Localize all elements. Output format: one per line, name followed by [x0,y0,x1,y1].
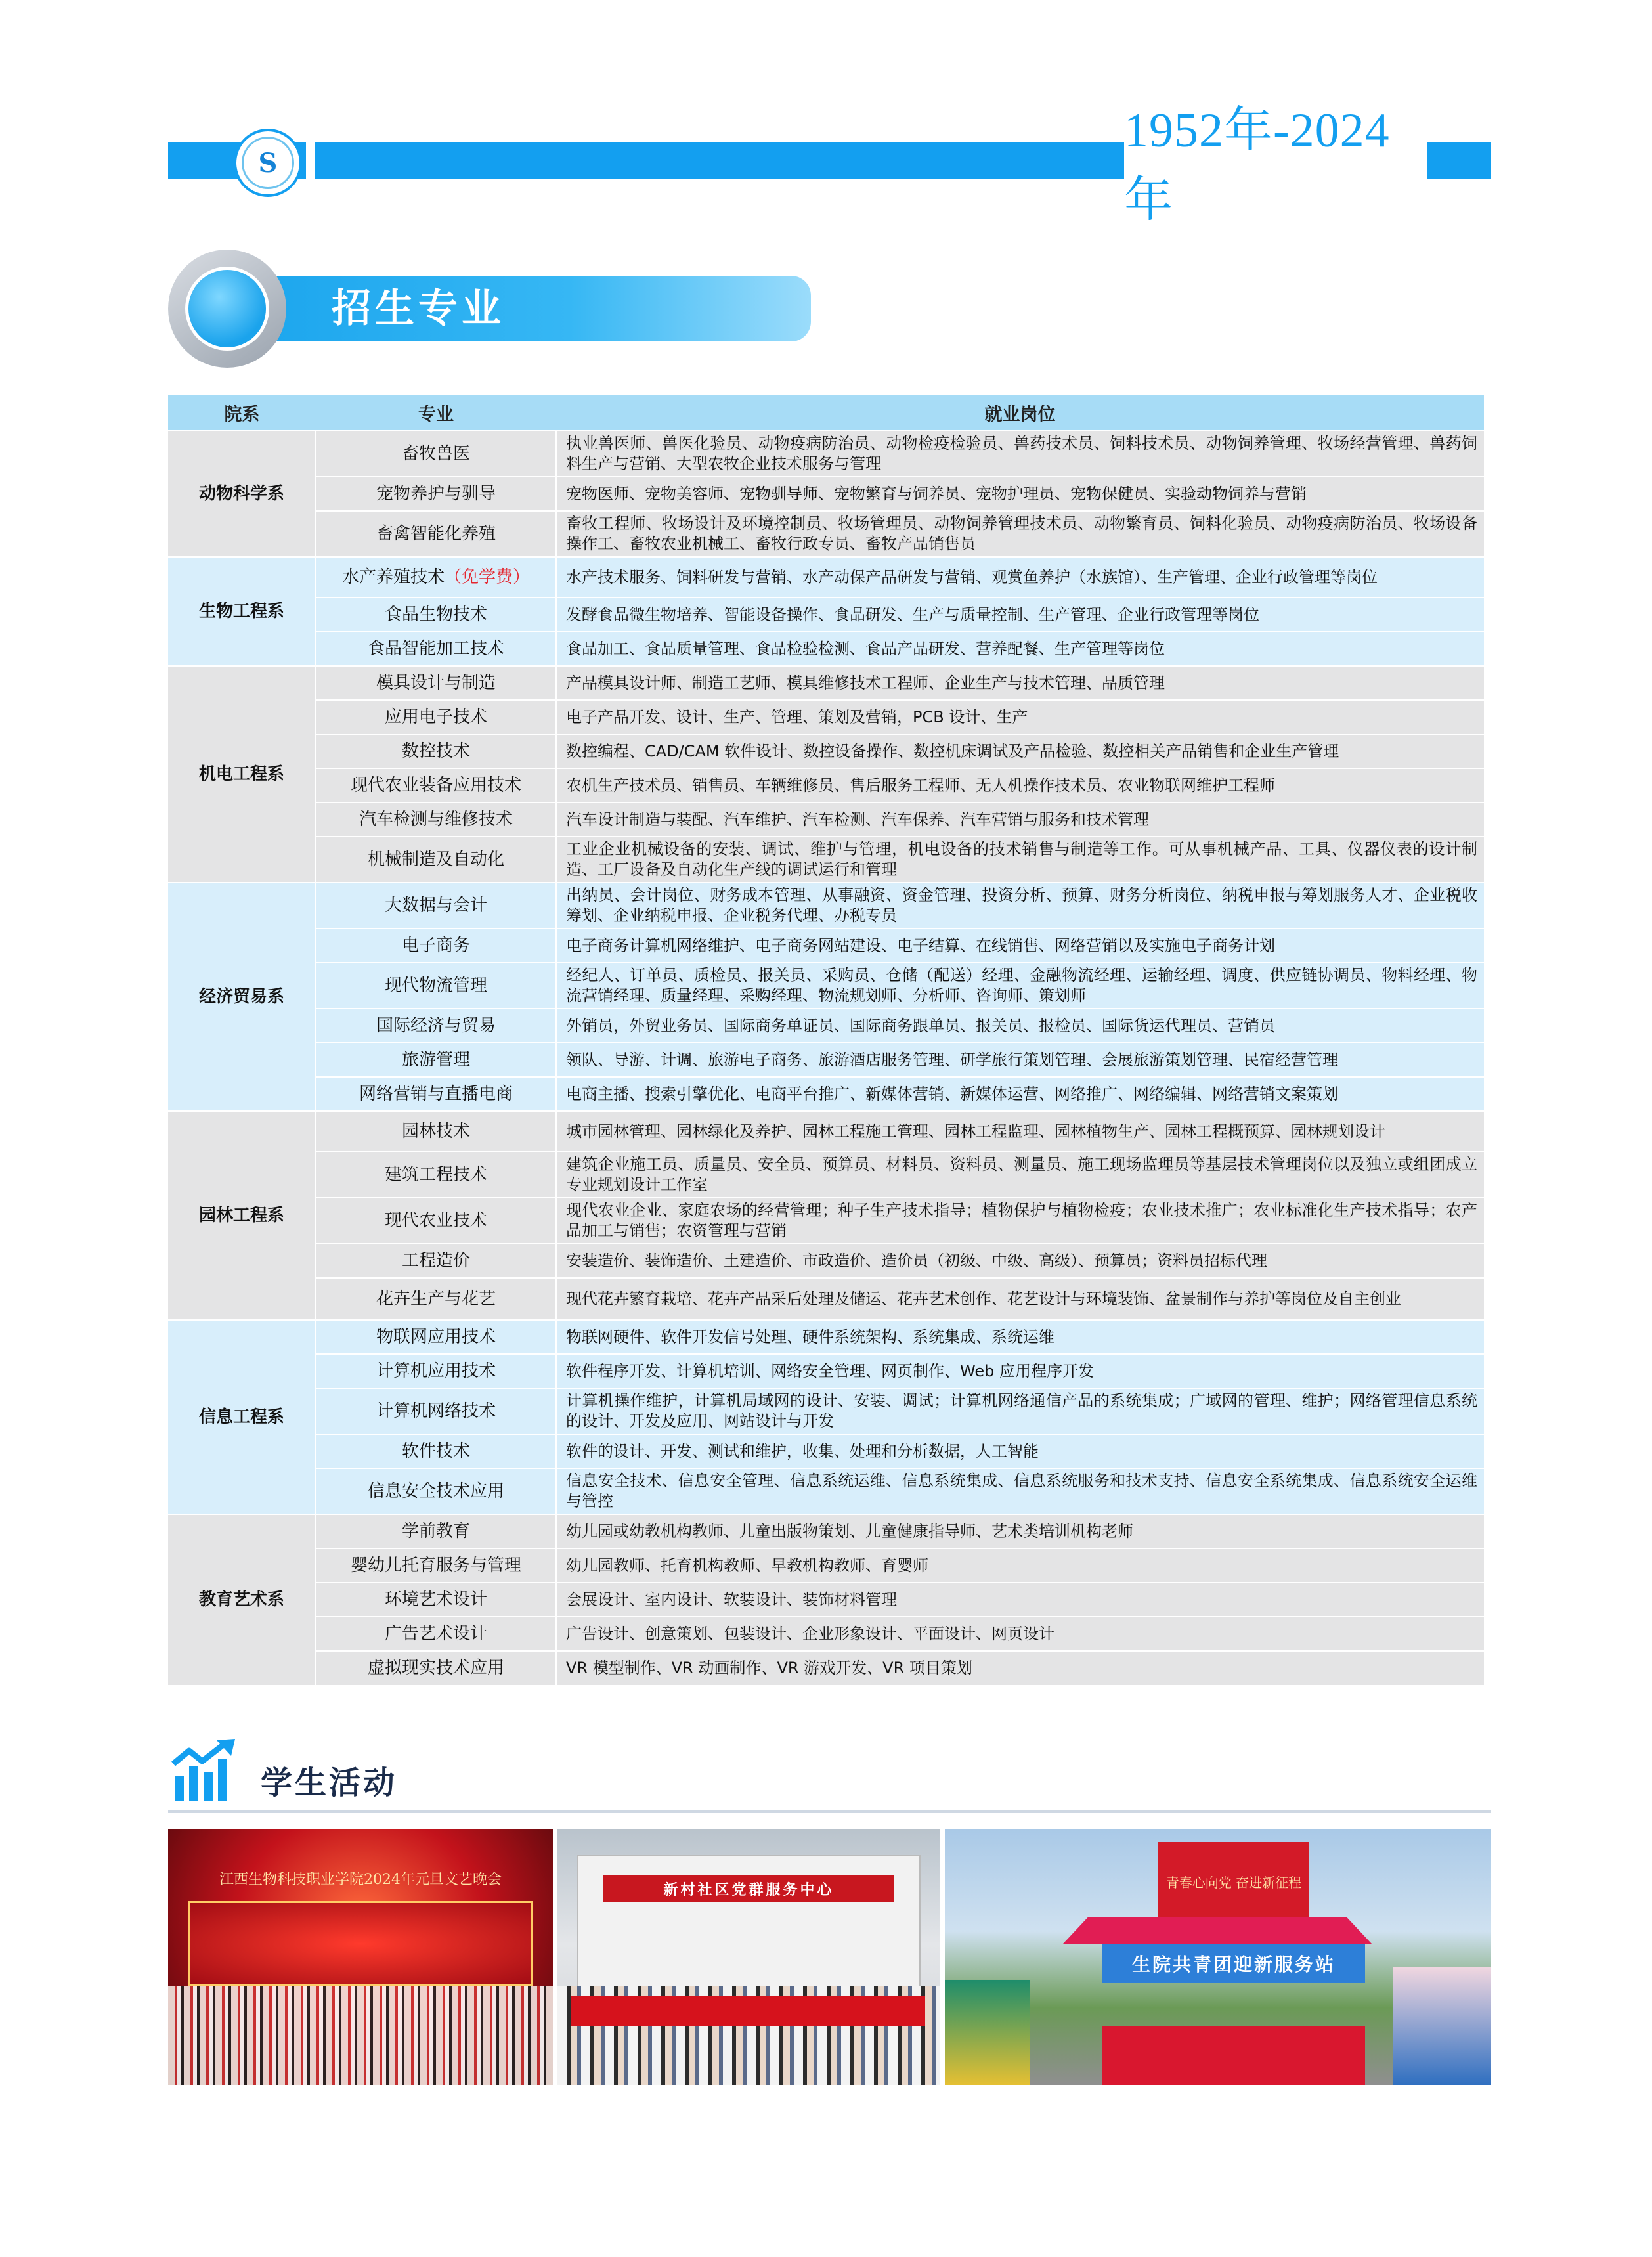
table-row [168,837,1484,883]
major-name: 虚拟现实技术应用 [367,1658,504,1678]
table-row [168,1514,1484,1548]
major-cell [316,1244,556,1278]
major-name: 大数据与会计 [384,895,487,915]
jobs-cell: 汽车设计制造与装配、汽车维护、汽车检测、汽车保养、汽车营销与服务和技术管理 [556,802,1484,837]
major-name: 学前教育 [401,1521,470,1541]
col-header-jobs: 就业岗位 [556,395,1484,431]
major-cell [316,1278,556,1320]
jobs-cell: 现代花卉繁育栽培、花卉产品采后处理及储运、花卉艺术创作、花艺设计与环境装饰、盆景制作与养护等岗位及自主创业 [556,1278,1484,1320]
jobs-cell: VR 模型制作、VR 动画制作、VR 游戏开发、VR 项目策划 [556,1651,1484,1685]
table-row [168,1320,1484,1354]
section-heading-ring-inner [185,267,269,351]
jobs-cell: 建筑企业施工员、质量员、安全员、预算员、材料员、资料员、测量员、施工现场监理员等基层技术管理岗位以及独立或组团成立专业规划设计工作室 [556,1152,1484,1198]
jobs-cell: 经纪人、订单员、质检员、报关员、采购员、仓储（配送）经理、金融物流经理、运输经理、调度、供应链协调员、物料经理、物流营销经理、质量经理、采购经理、物流规划师、分析师、咨询师、策划师 [556,963,1484,1009]
major-name: 食品生物技术 [384,604,487,625]
department-cell: 机电工程系 [168,666,316,883]
gala-banner-text: 江西生物科技职业学院2024年元旦文艺晚会 [219,1872,502,1888]
department-cell: 教育艺术系 [168,1514,316,1685]
major-cell [316,1583,556,1617]
table-row [168,1388,1484,1434]
jobs-cell: 数控编程、CAD/CAM 软件设计、数控设备操作、数控机床调试及产品检验、数控相关产品销售和企业生产管理 [556,734,1484,768]
jobs-cell: 工业企业机械设备的安装、调试、维护与管理，机电设备的技术销售与制造等工作。可从事机械产品、工具、仪器仪表的设计制造、工厂设备及自动化生产线的调试运行和管理 [556,837,1484,883]
major-cell [316,1198,556,1244]
major-cell [316,1388,556,1434]
col-header-major: 专业 [316,395,556,431]
major-cell [316,1043,556,1077]
photo-new-year-gala [168,1829,553,2085]
gala-performers [168,1986,553,2085]
jobs-cell: 执业兽医师、兽医化验员、动物疫病防治员、动物检疫检验员、兽药技术员、饲料技术员、动物饲养管理、牧场经营管理、兽药饲料生产与营销、大型农牧企业技术服务与管理 [556,431,1484,477]
major-name: 现代农业技术 [384,1210,487,1231]
table-row [168,1152,1484,1198]
table-row [168,1278,1484,1320]
jobs-cell: 农机生产技术员、销售员、车辆维修员、售后服务工程师、无人机操作技术员、农业物联网维护工程师 [556,768,1484,802]
display-board-right [1393,1967,1491,2085]
jobs-cell: 宠物医师、宠物美容师、宠物驯导师、宠物繁育与饲养员、宠物护理员、宠物保健员、实验动物饲养与营销 [556,477,1484,511]
major-name: 汽车检测与维修技术 [359,809,513,829]
major-cell [316,1514,556,1548]
major-name: 花卉生产与花艺 [376,1288,496,1309]
jobs-cell: 电子产品开发、设计、生产、管理、策划及营销，PCB 设计、生产 [556,700,1484,734]
table-row [168,1111,1484,1152]
table-row [168,1617,1484,1651]
jobs-cell: 外销员，外贸业务员、国际商务单证员、国际商务跟单员、报关员、报检员、国际货运代理员、营销员 [556,1009,1484,1043]
jobs-cell: 水产技术服务、饲料研发与营销、水产动保产品研发与营销、观赏鱼养护（水族馆）、生产管理、企业行政管理等岗位 [556,557,1484,598]
section-title-activities: 学生活动 [261,1764,398,1801]
jobs-cell: 物联网硬件、软件开发信号处理、硬件系统架构、系统集成、系统运维 [556,1320,1484,1354]
table-row [168,1244,1484,1278]
table-row [168,929,1484,963]
gala-stage-screen [188,1901,533,1986]
major-name: 广告艺术设计 [384,1623,487,1644]
major-name: 物联网应用技术 [376,1326,496,1347]
major-cell [316,929,556,963]
jobs-cell: 信息安全技术、信息安全管理、信息系统运维、信息系统集成、信息系统服务和技术支持、信息安全系统集成、信息系统安全运维与管控 [556,1468,1484,1514]
tuition-free-note: （免学费） [445,567,531,587]
jobs-cell: 幼儿园教师、托育机构教师、早教机构教师、育婴师 [556,1548,1484,1583]
major-cell [316,557,556,598]
major-name: 畜禽智能化养殖 [376,523,496,544]
department-cell: 信息工程系 [168,1320,316,1514]
college-logo [234,129,302,197]
jobs-cell: 广告设计、创意策划、包装设计、企业形象设计、平面设计、网页设计 [556,1617,1484,1651]
table-row [168,1434,1484,1468]
major-cell [316,734,556,768]
major-cell [316,883,556,929]
table-row [168,734,1484,768]
department-cell: 经济贸易系 [168,883,316,1111]
major-cell [316,666,556,700]
majors-table [168,395,1484,1685]
major-cell [316,802,556,837]
community-center-sign: 新村社区党群服务中心 [603,1875,894,1902]
major-name: 软件技术 [401,1441,470,1461]
major-name: 网络营销与直播电商 [359,1084,513,1104]
table-row [168,598,1484,632]
table-row [168,883,1484,929]
jobs-cell: 电商主播、搜索引擎优化、电商平台推广、新媒体营销、新媒体运营、网络推广、网络编辑、网络营销文案策划 [556,1077,1484,1111]
major-name: 旅游管理 [401,1049,470,1070]
major-name: 数控技术 [401,741,470,761]
major-name: 园林技术 [401,1121,470,1141]
major-cell [316,1111,556,1152]
major-name: 电子商务 [401,935,470,955]
photo-community-service [557,1829,940,2085]
major-name: 模具设计与制造 [376,672,496,693]
table-row [168,963,1484,1009]
table-row [168,477,1484,511]
major-name: 婴幼儿托育服务与管理 [350,1555,521,1575]
jobs-cell: 发酵食品微生物培养、智能设备操作、食品研发、生产与质量控制、生产管理、企业行政管理等岗位 [556,598,1484,632]
major-cell [316,1434,556,1468]
major-cell [316,1320,556,1354]
table-row [168,431,1484,477]
jobs-cell: 安装造价、装饰造价、土建造价、市政造价、造价员（初级、中级、高级）、预算员；资料员招标代理 [556,1244,1484,1278]
major-name: 国际经济与贸易 [376,1015,496,1036]
table-row [168,1548,1484,1583]
major-name: 应用电子技术 [384,707,487,727]
jobs-cell: 计算机操作维护，计算机局域网的设计、安装、调试；计算机网络通信产品的系统集成；广域网的管理、维护；网络管理信息系统的设计、开发及应用、网站设计与开发 [556,1388,1484,1434]
photo-welcome-station [945,1829,1491,2085]
led-screen-slogan: 青春心向党 奋进新征程 [1158,1842,1309,1921]
welcome-desk [1102,2026,1365,2085]
major-cell [316,598,556,632]
jobs-cell: 幼儿园或幼教机构教师、儿童出版物策划、儿童健康指导师、艺术类培训机构老师 [556,1514,1484,1548]
major-cell [316,1548,556,1583]
table-row [168,802,1484,837]
growth-chart-icon [169,1738,248,1803]
major-name: 现代物流管理 [384,975,487,996]
jobs-cell: 产品模具设计师、制造工艺师、模具维修技术工程师、企业生产与技术管理、品质管理 [556,666,1484,700]
major-name: 工程造价 [401,1250,470,1271]
major-cell [316,1009,556,1043]
major-name: 现代农业装备应用技术 [350,775,521,795]
jobs-cell: 会展设计、室内设计、软装设计、装饰材料管理 [556,1583,1484,1617]
jobs-cell: 现代农业企业、家庭农场的经营管理；种子生产技术指导；植物保护与植物检疫；农业技术推广；农业标准化生产技术指导；农产品加工与销售；农资管理与营销 [556,1198,1484,1244]
major-name: 计算机网络技术 [376,1401,496,1421]
table-row [168,632,1484,666]
major-cell [316,1354,556,1388]
header-bar-gap [306,138,315,184]
department-cell: 生物工程系 [168,557,316,666]
year-range: 1952年-2024年 [1124,104,1390,227]
major-cell [316,963,556,1009]
major-name: 水产养殖技术 [341,567,445,587]
table-row [168,1354,1484,1388]
tent-canopy [1063,1917,1372,1944]
major-cell [316,632,556,666]
display-board-left [945,1980,1030,2085]
department-cell: 园林工程系 [168,1111,316,1320]
table-row [168,1009,1484,1043]
major-name: 机械制造及自动化 [367,849,504,869]
col-header-department: 院系 [168,395,316,431]
table-row [168,1651,1484,1685]
table-row [168,1468,1484,1514]
major-cell [316,1152,556,1198]
volunteer-banner [571,1996,925,2026]
major-cell [316,837,556,883]
section-title-enrollment: 招生专业 [332,286,505,332]
table-row [168,1583,1484,1617]
table-row [168,700,1484,734]
table-header-row [168,395,1484,431]
jobs-cell: 城市园林管理、园林绿化及养护、园林工程施工管理、园林工程监理、园林植物生产、园林工程概预算、园林规划设计 [556,1111,1484,1152]
table-row [168,1077,1484,1111]
table-row [168,768,1484,802]
major-cell [316,431,556,477]
major-name: 宠物养护与驯导 [376,483,496,504]
logo-emblem: S [242,137,294,189]
major-cell [316,768,556,802]
major-name: 建筑工程技术 [384,1164,487,1185]
major-cell [316,1468,556,1514]
major-name: 环境艺术设计 [384,1589,487,1610]
department-cell: 动物科学系 [168,431,316,557]
major-name: 信息安全技术应用 [367,1481,504,1501]
major-cell [316,1077,556,1111]
jobs-cell: 软件程序开发、计算机培训、网络安全管理、网页制作、Web 应用程序开发 [556,1354,1484,1388]
major-cell [316,511,556,557]
major-cell [316,477,556,511]
major-cell [316,1617,556,1651]
jobs-cell: 出纳员、会计岗位、财务成本管理、从事融资、资金管理、投资分析、预算、财务分析岗位、纳税申报与筹划服务人才、企业税收筹划、企业纳税申报、企业税务代理、办税专员 [556,883,1484,929]
major-cell [316,1651,556,1685]
jobs-cell: 软件的设计、开发、测试和维护，收集、处理和分析数据，人工智能 [556,1434,1484,1468]
jobs-cell: 电子商务计算机网络维护、电子商务网站建设、电子结算、在线销售、网络营销以及实施电子商务计划 [556,929,1484,963]
jobs-cell: 领队、导游、计调、旅游电子商务、旅游酒店服务管理、研学旅行策划管理、会展旅游策划管理、民宿经营管理 [556,1043,1484,1077]
table-row [168,1043,1484,1077]
major-cell [316,700,556,734]
major-name: 畜牧兽医 [401,443,470,464]
jobs-cell: 食品加工、食品质量管理、食品检验检测、食品产品研发、营养配餐、生产管理等岗位 [556,632,1484,666]
table-row [168,666,1484,700]
major-name: 计算机应用技术 [376,1361,496,1381]
table-row [168,557,1484,598]
section-divider [168,1810,1491,1813]
jobs-cell: 畜牧工程师、牧场设计及环境控制员、牧场管理员、动物饲养管理技术员、动物繁育员、饲料化验员、动物疫病防治员、牧场设备操作工、畜牧农业机械工、畜牧行政专员、畜牧产品销售员 [556,511,1484,557]
table-body [168,431,1484,1685]
table-row [168,511,1484,557]
table-row [168,1198,1484,1244]
welcome-station-sign: 生院共青团迎新服务站 [1102,1944,1365,1983]
year-range-box [1124,104,1427,227]
major-name: 食品智能加工技术 [367,638,504,659]
